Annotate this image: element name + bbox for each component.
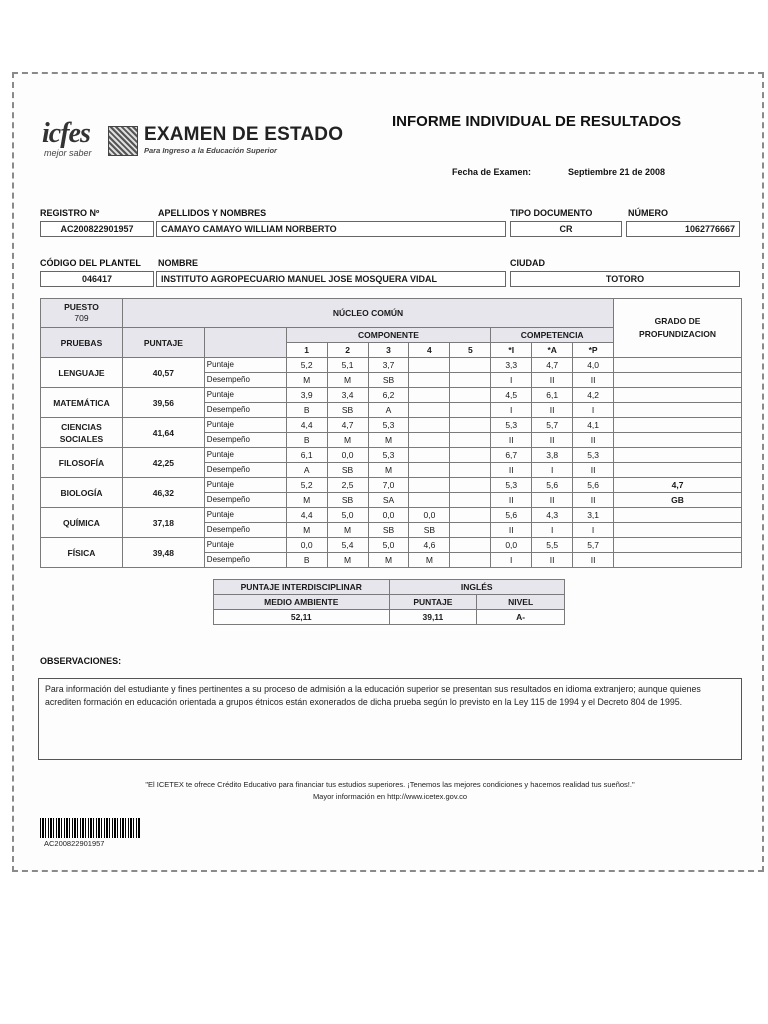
competency-score: 5,5 — [532, 538, 573, 553]
component-score: 5,2 — [286, 478, 327, 493]
competency-level: II — [573, 463, 614, 478]
registro-label: REGISTRO Nº — [40, 208, 100, 218]
compet-col-a: *A — [532, 343, 573, 358]
ciudad-label: CIUDAD — [510, 258, 545, 268]
competency-level: II — [532, 373, 573, 388]
grado-level — [614, 553, 742, 568]
component-score: 0,0 — [327, 448, 368, 463]
competency-level: II — [491, 463, 532, 478]
competency-level: II — [491, 433, 532, 448]
component-level — [409, 403, 450, 418]
component-level: B — [286, 433, 327, 448]
row-type-label: Puntaje — [204, 448, 286, 463]
competency-score: 3,1 — [573, 508, 614, 523]
component-level — [409, 493, 450, 508]
component-level — [409, 433, 450, 448]
competency-score: 5,6 — [532, 478, 573, 493]
component-level — [450, 433, 491, 448]
component-level: M — [286, 523, 327, 538]
exam-date-value: Septiembre 21 de 2008 — [568, 167, 666, 177]
component-score: 7,0 — [368, 478, 409, 493]
results-table — [40, 298, 742, 568]
grado-level — [614, 463, 742, 478]
puesto-label: PUESTO — [64, 302, 99, 312]
competency-score: 5,3 — [491, 418, 532, 433]
barcode-text: AC200822901957 — [44, 839, 105, 848]
component-score: 5,0 — [327, 508, 368, 523]
puesto-cell — [41, 299, 123, 328]
ingles-nivel-value: A- — [477, 610, 565, 625]
component-score: 5,4 — [327, 538, 368, 553]
componente-header: COMPONENTE — [286, 328, 491, 343]
component-score: 5,0 — [368, 538, 409, 553]
medio-label: MEDIO AMBIENTE — [214, 595, 390, 610]
report-title: INFORME INDIVIDUAL DE RESULTADOS — [392, 113, 682, 130]
comp-col-3: 3 — [368, 343, 409, 358]
medio-value: 52,11 — [214, 610, 390, 625]
component-score — [450, 358, 491, 373]
exam-subtitle: Para Ingreso a la Educación Superior — [144, 146, 277, 155]
subject-score: 37,18 — [122, 508, 204, 538]
competency-level: I — [491, 373, 532, 388]
logo-tagline: mejor saber — [44, 148, 92, 158]
ingles-header: INGLÉS — [389, 580, 564, 595]
component-score — [450, 388, 491, 403]
component-level: M — [409, 553, 450, 568]
competency-score: 3,8 — [532, 448, 573, 463]
component-level — [450, 403, 491, 418]
component-level: B — [286, 403, 327, 418]
grado-value — [614, 358, 742, 373]
component-score — [450, 448, 491, 463]
grado-value — [614, 538, 742, 553]
competency-level: II — [573, 553, 614, 568]
comp-col-1: 1 — [286, 343, 327, 358]
grado-level — [614, 403, 742, 418]
competency-score: 5,7 — [573, 538, 614, 553]
subject-name: FÍSICA — [41, 538, 123, 568]
extra-table — [213, 579, 565, 625]
component-score: 5,1 — [327, 358, 368, 373]
component-score — [450, 508, 491, 523]
row-type-label: Puntaje — [204, 508, 286, 523]
competency-level: II — [491, 493, 532, 508]
grado-value — [614, 448, 742, 463]
component-score — [409, 358, 450, 373]
component-score — [450, 418, 491, 433]
competency-score: 3,3 — [491, 358, 532, 373]
component-level: SB — [327, 403, 368, 418]
grado-level — [614, 433, 742, 448]
component-level — [450, 373, 491, 388]
competency-level: I — [532, 523, 573, 538]
nucleo-header: NÚCLEO COMÚN — [122, 299, 613, 328]
competency-score: 4,1 — [573, 418, 614, 433]
competency-score: 5,6 — [491, 508, 532, 523]
component-score: 5,2 — [286, 358, 327, 373]
grado-level — [614, 373, 742, 388]
component-level: SB — [327, 493, 368, 508]
component-score: 2,5 — [327, 478, 368, 493]
component-score — [450, 538, 491, 553]
compet-col-p: *P — [573, 343, 614, 358]
component-level: SA — [368, 493, 409, 508]
component-score — [409, 478, 450, 493]
competency-level: I — [491, 403, 532, 418]
subject-score: 41,64 — [122, 418, 204, 448]
subject-name: MATEMÁTICA — [41, 388, 123, 418]
component-level: SB — [368, 523, 409, 538]
component-level: SB — [409, 523, 450, 538]
grado-value — [614, 388, 742, 403]
component-level — [450, 523, 491, 538]
component-score: 4,4 — [286, 418, 327, 433]
barcode-icon — [40, 818, 140, 838]
component-score: 0,0 — [286, 538, 327, 553]
component-level: M — [368, 433, 409, 448]
component-level: M — [286, 493, 327, 508]
component-level — [450, 553, 491, 568]
component-score — [409, 418, 450, 433]
row-type-label: Puntaje — [204, 388, 286, 403]
row-type-label: Desempeño — [204, 523, 286, 538]
component-level: M — [368, 463, 409, 478]
nombres-value: CAMAYO CAMAYO WILLIAM NORBERTO — [156, 221, 506, 237]
subject-name: CIENCIAS SOCIALES — [41, 418, 123, 448]
component-score — [409, 448, 450, 463]
nombres-label: APELLIDOS Y NOMBRES — [158, 208, 267, 218]
competency-level: II — [532, 493, 573, 508]
competency-level: I — [573, 403, 614, 418]
component-score: 3,9 — [286, 388, 327, 403]
component-score: 0,0 — [368, 508, 409, 523]
component-level: M — [368, 553, 409, 568]
component-score: 6,1 — [286, 448, 327, 463]
observaciones-label: OBSERVACIONES: — [40, 656, 122, 666]
component-level: A — [286, 463, 327, 478]
competency-score: 5,3 — [491, 478, 532, 493]
codigo-value: 046417 — [40, 271, 154, 287]
subject-name: LENGUAJE — [41, 358, 123, 388]
subject-name: QUÍMICA — [41, 508, 123, 538]
row-type-label: Puntaje — [204, 358, 286, 373]
subject-name: FILOSOFÍA — [41, 448, 123, 478]
component-level — [450, 493, 491, 508]
competencia-header: COMPETENCIA — [491, 328, 614, 343]
row-type-label: Puntaje — [204, 478, 286, 493]
puesto-value: 709 — [74, 313, 89, 323]
competency-level: II — [491, 523, 532, 538]
component-score: 4,7 — [327, 418, 368, 433]
competency-score: 5,6 — [573, 478, 614, 493]
exam-title: EXAMEN DE ESTADO — [144, 124, 344, 145]
competency-score: 4,2 — [573, 388, 614, 403]
competency-score: 4,3 — [532, 508, 573, 523]
competency-score: 6,1 — [532, 388, 573, 403]
competency-level: II — [573, 433, 614, 448]
row-type-label: Desempeño — [204, 463, 286, 478]
icetex-promo: "El ICETEX te ofrece Crédito Educativo para financiar tus estudios superiores. ¡Tenemos las mejores condiciones y hacemos realidad tus sueños!." — [145, 780, 635, 789]
competency-level: II — [532, 403, 573, 418]
subject-score: 46,32 — [122, 478, 204, 508]
grado-level: GB — [614, 493, 742, 508]
component-score: 3,4 — [327, 388, 368, 403]
competency-level: I — [491, 553, 532, 568]
grado-value: 4,7 — [614, 478, 742, 493]
competency-score: 4,7 — [532, 358, 573, 373]
component-level: B — [286, 553, 327, 568]
grado-value — [614, 508, 742, 523]
component-level: A — [368, 403, 409, 418]
nombre-value: INSTITUTO AGROPECUARIO MANUEL JOSE MOSQUERA VIDAL — [156, 271, 506, 287]
component-score: 5,3 — [368, 418, 409, 433]
component-level — [450, 463, 491, 478]
competency-level: I — [573, 523, 614, 538]
component-score — [450, 478, 491, 493]
component-score: 0,0 — [409, 508, 450, 523]
row-type-label: Desempeño — [204, 433, 286, 448]
ingles-puntaje-label: PUNTAJE — [389, 595, 477, 610]
pruebas-header: PRUEBAS — [41, 328, 123, 358]
row-type-label: Desempeño — [204, 373, 286, 388]
competency-score: 0,0 — [491, 538, 532, 553]
inter-header: PUNTAJE INTERDISCIPLINAR — [214, 580, 390, 595]
component-level: SB — [368, 373, 409, 388]
component-level: M — [327, 523, 368, 538]
subject-score: 42,25 — [122, 448, 204, 478]
comp-col-4: 4 — [409, 343, 450, 358]
component-score: 4,6 — [409, 538, 450, 553]
row-type-label: Puntaje — [204, 538, 286, 553]
grado-value — [614, 418, 742, 433]
component-level: M — [327, 373, 368, 388]
ingles-nivel-label: NIVEL — [477, 595, 565, 610]
component-level: M — [286, 373, 327, 388]
competency-score: 4,5 — [491, 388, 532, 403]
competency-score: 5,7 — [532, 418, 573, 433]
component-score: 5,3 — [368, 448, 409, 463]
codigo-label: CÓDIGO DEL PLANTEL — [40, 258, 141, 268]
subject-score: 39,56 — [122, 388, 204, 418]
competency-score: 4,0 — [573, 358, 614, 373]
competency-score: 5,3 — [573, 448, 614, 463]
competency-level: II — [573, 373, 614, 388]
icetex-more-info: Mayor información en http://www.icetex.gov.co — [312, 792, 468, 801]
row-type-header — [204, 328, 286, 358]
ciudad-value: TOTORO — [510, 271, 740, 287]
competency-score: 6,7 — [491, 448, 532, 463]
row-type-label: Desempeño — [204, 403, 286, 418]
competency-level: II — [573, 493, 614, 508]
competency-level: I — [532, 463, 573, 478]
component-score — [409, 388, 450, 403]
tipo-doc-label: TIPO DOCUMENTO — [510, 208, 593, 218]
puntaje-header: PUNTAJE — [122, 328, 204, 358]
component-level: M — [327, 553, 368, 568]
competency-level: II — [532, 553, 573, 568]
row-type-label: Desempeño — [204, 553, 286, 568]
subject-name: BIOLOGÍA — [41, 478, 123, 508]
component-score: 3,7 — [368, 358, 409, 373]
component-level — [409, 463, 450, 478]
grado-header: GRADO DE PROFUNDIZACION — [614, 299, 742, 358]
component-level: SB — [327, 463, 368, 478]
ingles-puntaje-value: 39,11 — [389, 610, 477, 625]
row-type-label: Desempeño — [204, 493, 286, 508]
registro-value: AC200822901957 — [40, 221, 154, 237]
grado-level — [614, 523, 742, 538]
seal-icon — [108, 126, 138, 156]
competency-level: II — [532, 433, 573, 448]
comp-col-5: 5 — [450, 343, 491, 358]
row-type-label: Puntaje — [204, 418, 286, 433]
numero-value: 1062776667 — [626, 221, 740, 237]
nombre-label: NOMBRE — [158, 258, 198, 268]
component-score: 4,4 — [286, 508, 327, 523]
component-level: M — [327, 433, 368, 448]
comp-col-2: 2 — [327, 343, 368, 358]
component-level — [409, 373, 450, 388]
exam-date-label: Fecha de Examen: — [452, 167, 532, 177]
numero-label: NÚMERO — [628, 208, 668, 218]
component-score: 6,2 — [368, 388, 409, 403]
subject-score: 40,57 — [122, 358, 204, 388]
observaciones-text: Para información del estudiante y fines pertinentes a su proceso de admisión a la educación superior se presentan sus resultados en idioma extranjero; aunque quienes acrediten formación en educación orientada a grupos étnicos están exonerados de dicha prueba según lo previsto en la Ley 115 de 1994 y el Decreto 804 de 1995. — [38, 678, 742, 760]
icfes-logo: icfes — [42, 118, 90, 149]
subject-score: 39,48 — [122, 538, 204, 568]
tipo-doc-value: CR — [510, 221, 622, 237]
compet-col-i: *I — [491, 343, 532, 358]
